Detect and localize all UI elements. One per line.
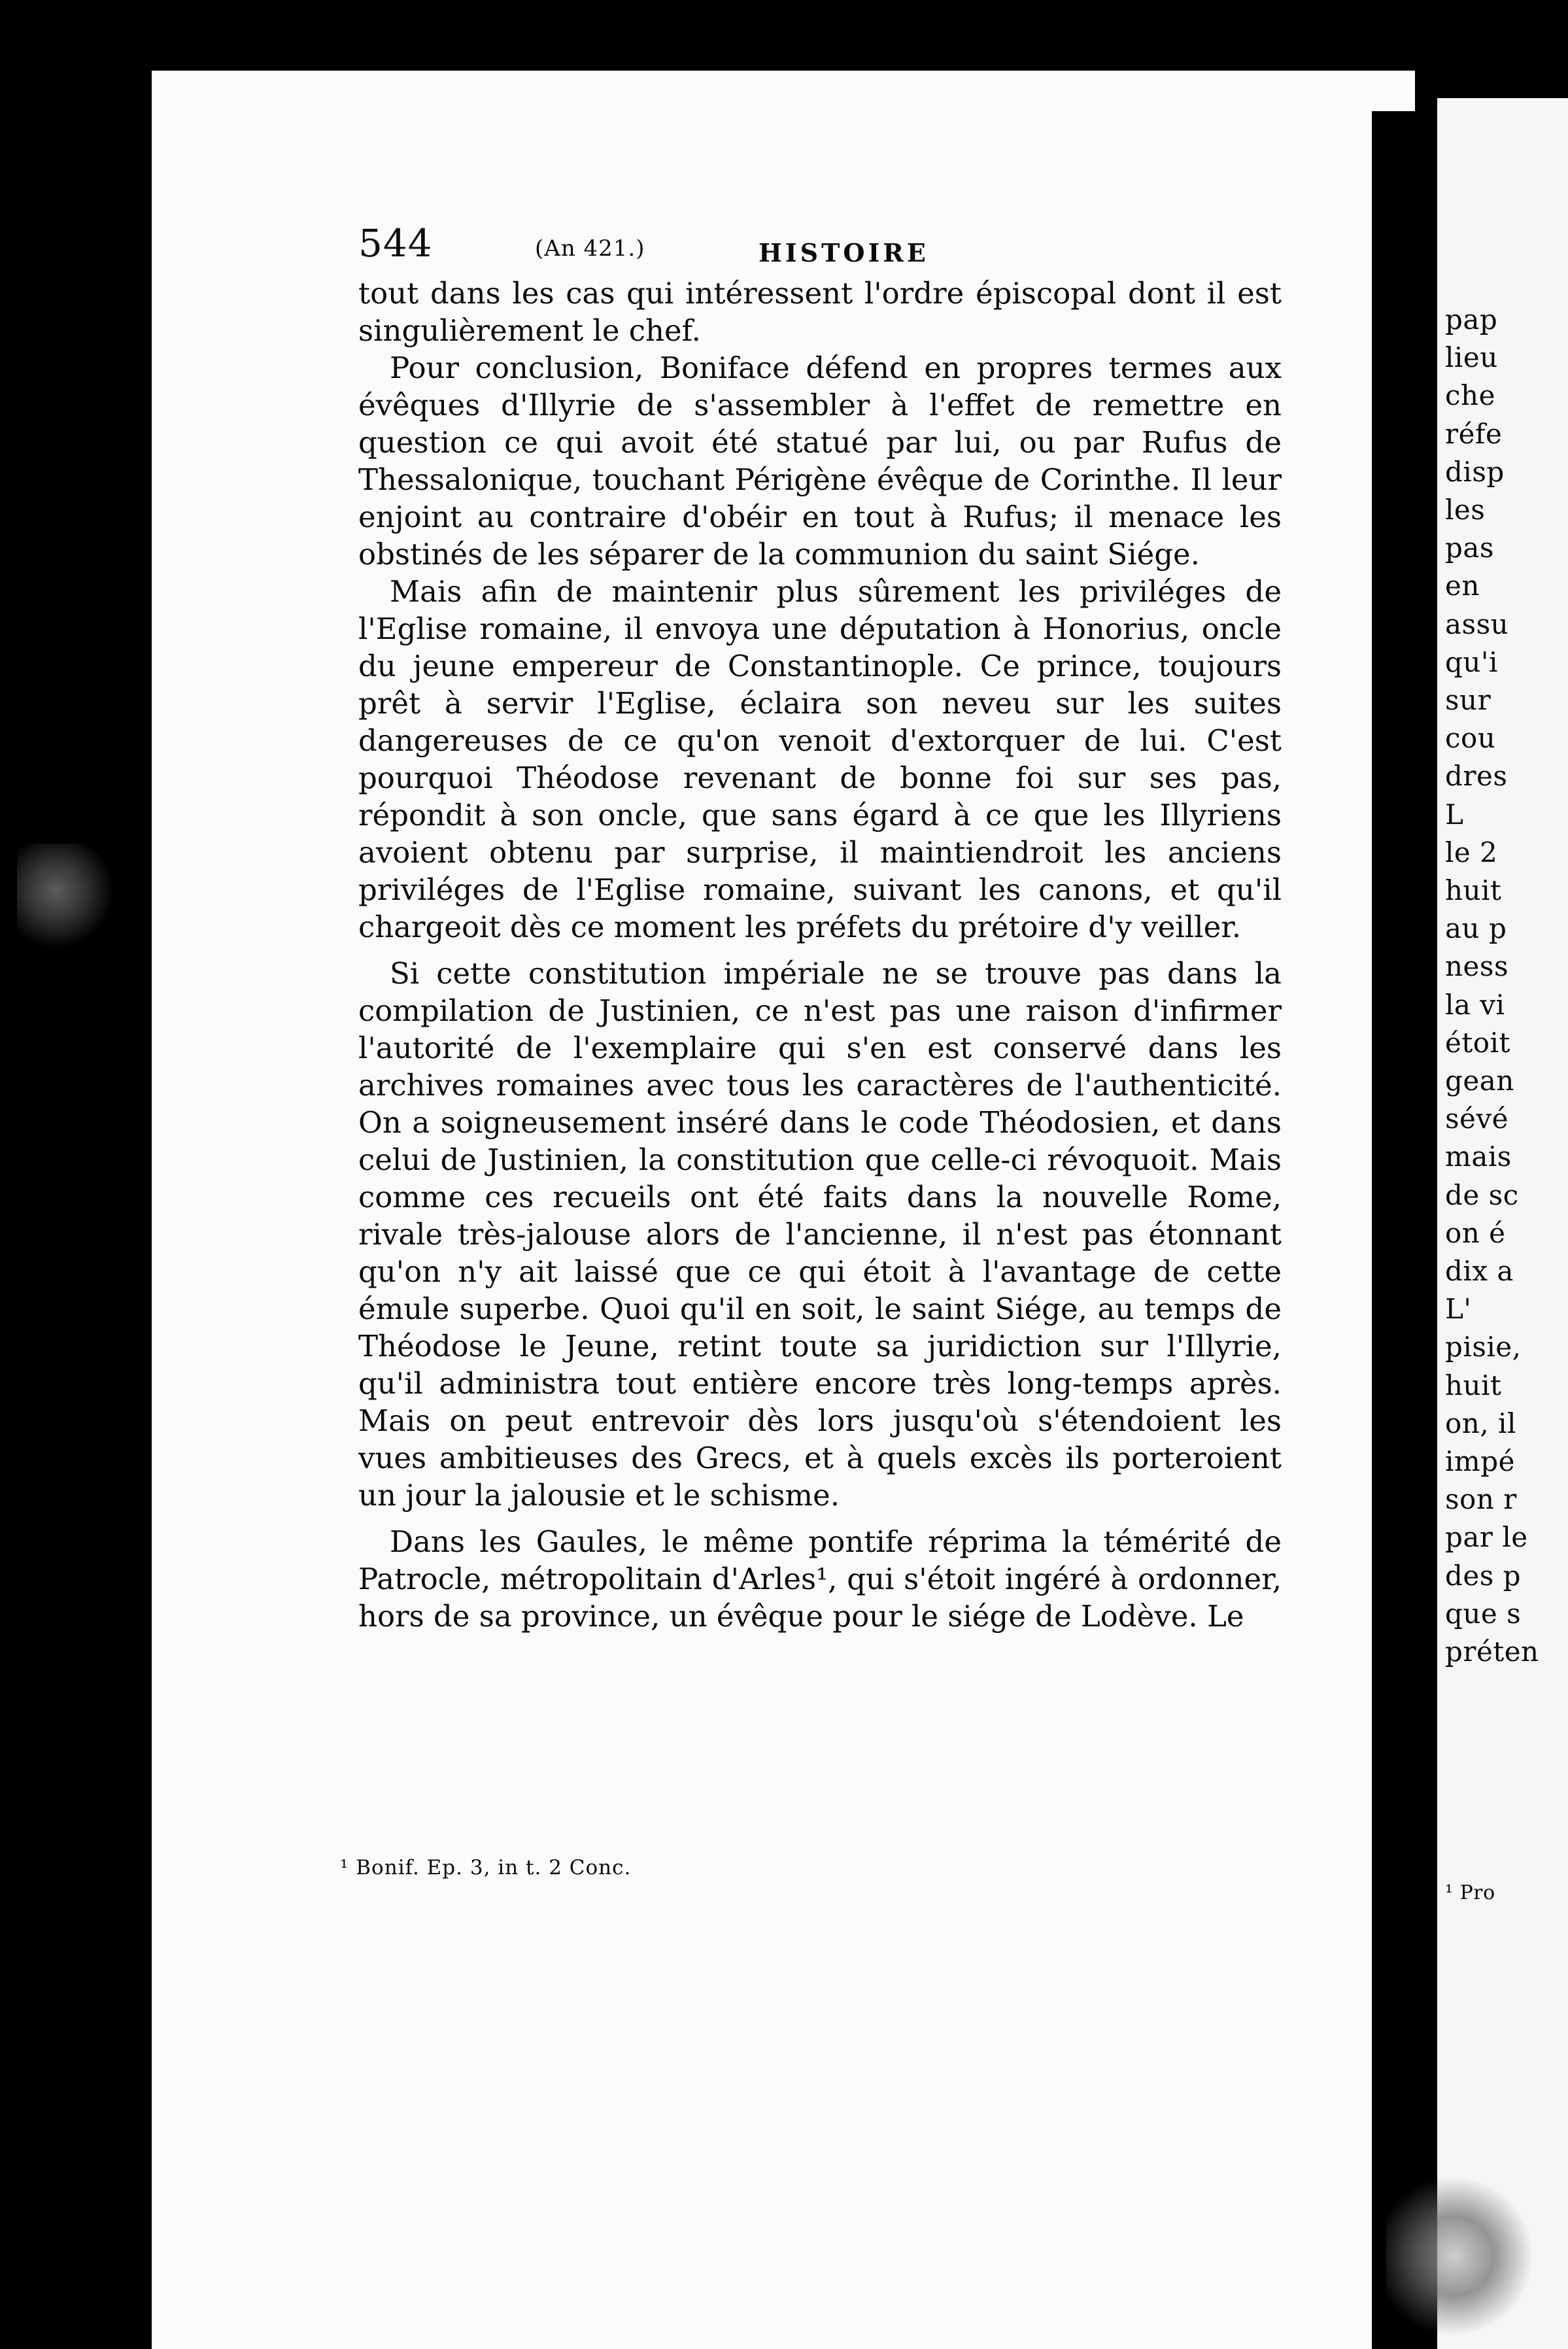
facing-line: des p [1445,1559,1522,1592]
facing-line: ness [1445,950,1509,983]
facing-line: assu [1445,608,1509,640]
paragraph: Mais afin de maintenir plus sûrement les priviléges de l'Eglise romaine, il envoya une députation à Honorius, oncle du jeune empereur de Constantinople. Ce prince, toujours prêt à servir l'Eglise, éclaira son neveu sur les suites dangereuses de ce qu'on venoit d'extorquer de lui. C'est pourquoi Théodose revenant de bonne foi sur ses pas, répondit à son oncle, que sans égard à ce que les Illyriens avoient obtenu par surprise, il maintiendroit les anciens priviléges de l'Eglise romaine, suivant les canons, et qu'il chargeoit dès ce moment les préfets du prétoire d'y veiller. [358,574,1282,944]
page-title: HISTOIRE [758,238,929,267]
facing-line: préten [1445,1636,1539,1668]
facing-line: cou [1445,722,1496,755]
facing-page [1437,98,1568,2349]
footnote: ¹ Bonif. Ep. 3, in t. 2 Conc. [340,1856,632,1879]
paragraph: tout dans les cas qui intéressent l'ordre épiscopal dont il est singulièrement le chef. [358,276,1282,348]
facing-line: che [1445,379,1495,412]
facing-line: réfe [1445,417,1503,450]
facing-line: pap [1445,303,1498,335]
facing-line: dix a [1445,1255,1514,1287]
facing-line: les [1445,494,1486,526]
facing-footnote: ¹ Pro [1445,1881,1495,1904]
facing-line: que s [1445,1597,1522,1630]
facing-line: mais [1445,1140,1512,1173]
facing-line: impé [1445,1445,1515,1477]
facing-line: on, il [1445,1407,1516,1439]
facing-line: on é [1445,1216,1506,1249]
facing-line: L' [1445,1293,1472,1326]
facing-line: en [1445,570,1480,602]
facing-line: de sc [1445,1178,1519,1211]
facing-line: dres [1445,760,1508,793]
book-gutter [1372,111,1425,2349]
scan-speck [17,844,115,948]
running-head [358,216,1287,275]
page-number: 544 [358,221,433,266]
scan-speck [1386,2178,1537,2335]
facing-line: lieu [1445,341,1498,374]
facing-line: par le [1445,1521,1528,1554]
year-marker: (An 421.) [535,235,645,262]
facing-line: sévé [1445,1103,1508,1135]
facing-line: pisie, [1445,1331,1522,1363]
facing-line: qu'i [1445,645,1498,678]
paragraph: Dans les Gaules, le même pontife réprima la témérité de Patrocle, métropolitain d'Arles¹, qui s'étoit ingéré à ordonner, hors de sa province, un évêque pour le siége de Lodève. Le [358,1524,1282,1634]
facing-line: sur [1445,684,1491,716]
binding-tab [832,114,859,163]
facing-line: huit [1445,1369,1502,1401]
facing-line: disp [1445,455,1505,488]
facing-line: gean [1445,1065,1514,1097]
facing-line: étoit [1445,1026,1510,1059]
facing-line: la vi [1445,988,1505,1021]
paragraph: Si cette constitution impériale ne se trouve pas dans la compilation de Justinien, ce n'est pas une raison d'infirmer l'autorité de l'exemplaire qui s'en est conservé dans les archives romaines avec tous les caractères de l'authenticité. On a soigneusement inséré dans le code Théodosien, et dans celui de Justinien, la constitution que celle-ci révoquoit. Mais comme ces recueils ont été faits dans la nouvelle Rome, rivale très-jalouse alors de l'ancienne, il n'est pas étonnant qu'on n'y ait laissé que ce qui étoit à l'avantage de cette émule superbe. Quoi qu'il en soit, le saint Siége, au temps de Théodose le Jeune, retint toute sa juridiction sur l'Illyrie, qu'il administra tout entière encore très long-temps après. Mais on peut entrevoir dès lors jusqu'où s'étendoient les vues ambitieuses des Grecs, et à quels excès ils porteroient un jour la jalousie et le schisme. [358,956,1282,1513]
facing-line: pas [1445,532,1494,564]
paragraph: Pour conclusion, Boniface défend en propres termes aux évêques d'Illyrie de s'assembler à l'effet de remettre en question ce qui avoit été statué par lui, ou par Rufus de Thessalonique, touchant Périgène évêque de Corinthe. Il leur enjoint au contraire d'obéir en tout à Rufus; il menace les obstinés de les séparer de la communion du saint Siége. [358,351,1282,572]
facing-line: son r [1445,1483,1517,1516]
body-text [358,275,1282,1635]
facing-line: huit [1445,874,1502,906]
facing-line: L [1445,798,1464,831]
binding-mark [1024,2302,1041,2349]
facing-line: au p [1445,912,1507,945]
facing-line: le 2 [1445,836,1498,868]
